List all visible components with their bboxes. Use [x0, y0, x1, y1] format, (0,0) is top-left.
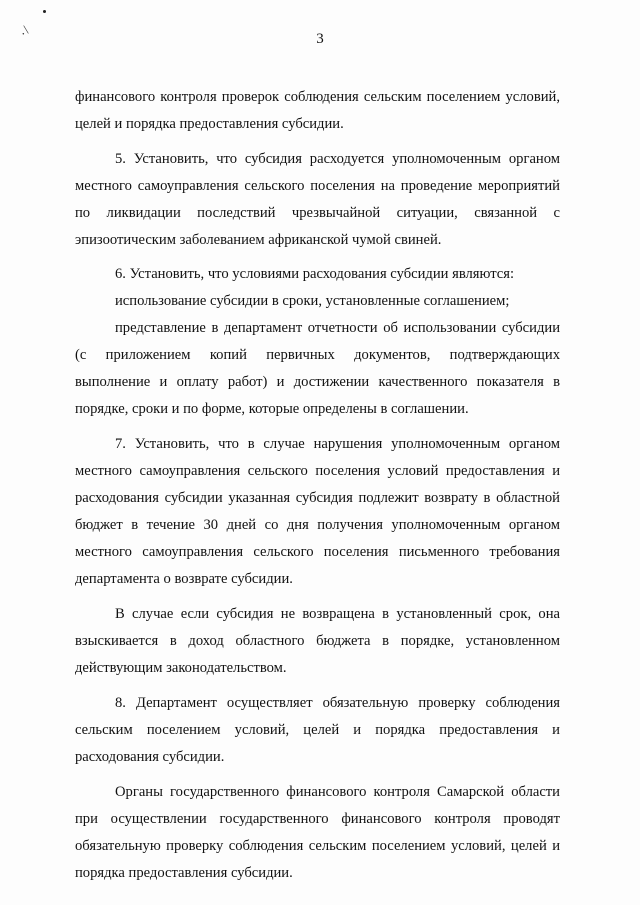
page-number: 3 — [316, 31, 324, 47]
paragraph-condition-2: представление в департамент отчетности об использовании субсидии (с приложением копий первичных документов, подтверждающих выполнение и оплату работ) и достижении качественного показателя в порядке, сроки и по форме, которые определены в соглашении. — [75, 320, 560, 417]
paragraph-item-7: 7. Установить, что в случае нарушения уполномоченным органом местного самоуправления сельского поселения условий предоставления и расходования субсидии указанная субсидия подлежит возврату в областной бюджет в течение 30 дней со дня получения уполномоченным органом местного самоуправления сельского поселения письменного требования департамента о возврате субсидии. — [75, 436, 560, 587]
paragraph-item-8: 8. Департамент осуществляет обязательную проверку соблюдения сельским поселением условий, целей и порядка предоставления и расходования субсидии. — [75, 695, 560, 765]
paragraph-item-5: 5. Установить, что субсидия расходуется уполномоченным органом местного самоуправления сельского поселения на проведение мероприятий по ликвидации последствий чрезвычайной ситуации, связанной с эпизоотическим заболеванием африканской чумой свиней. — [75, 151, 560, 248]
document-body — [75, 84, 560, 887]
scan-artifact-mark: .\ — [19, 21, 30, 38]
paragraph-item-6: 6. Установить, что условиями расходования субсидии являются: — [115, 266, 515, 282]
paragraph-financial-control: Органы государственного финансового контроля Самарской области при осуществлении государственного финансового контроля проводят обязательную проверку соблюдения сельским поселением условий, целей и порядка предоставления субсидии. — [75, 784, 560, 881]
paragraph-refund: В случае если субсидия не возвращена в установленный срок, она взыскивается в доход областного бюджета в порядке, установленном действующим законодательством. — [75, 606, 560, 676]
paragraph-condition-1: использование субсидии в сроки, установленные соглашением; — [115, 293, 510, 309]
paragraph-continuation: финансового контроля проверок соблюдения сельским поселением условий, целей и порядка предоставления субсидии. — [75, 89, 560, 132]
scan-artifact-dot — [43, 10, 46, 13]
